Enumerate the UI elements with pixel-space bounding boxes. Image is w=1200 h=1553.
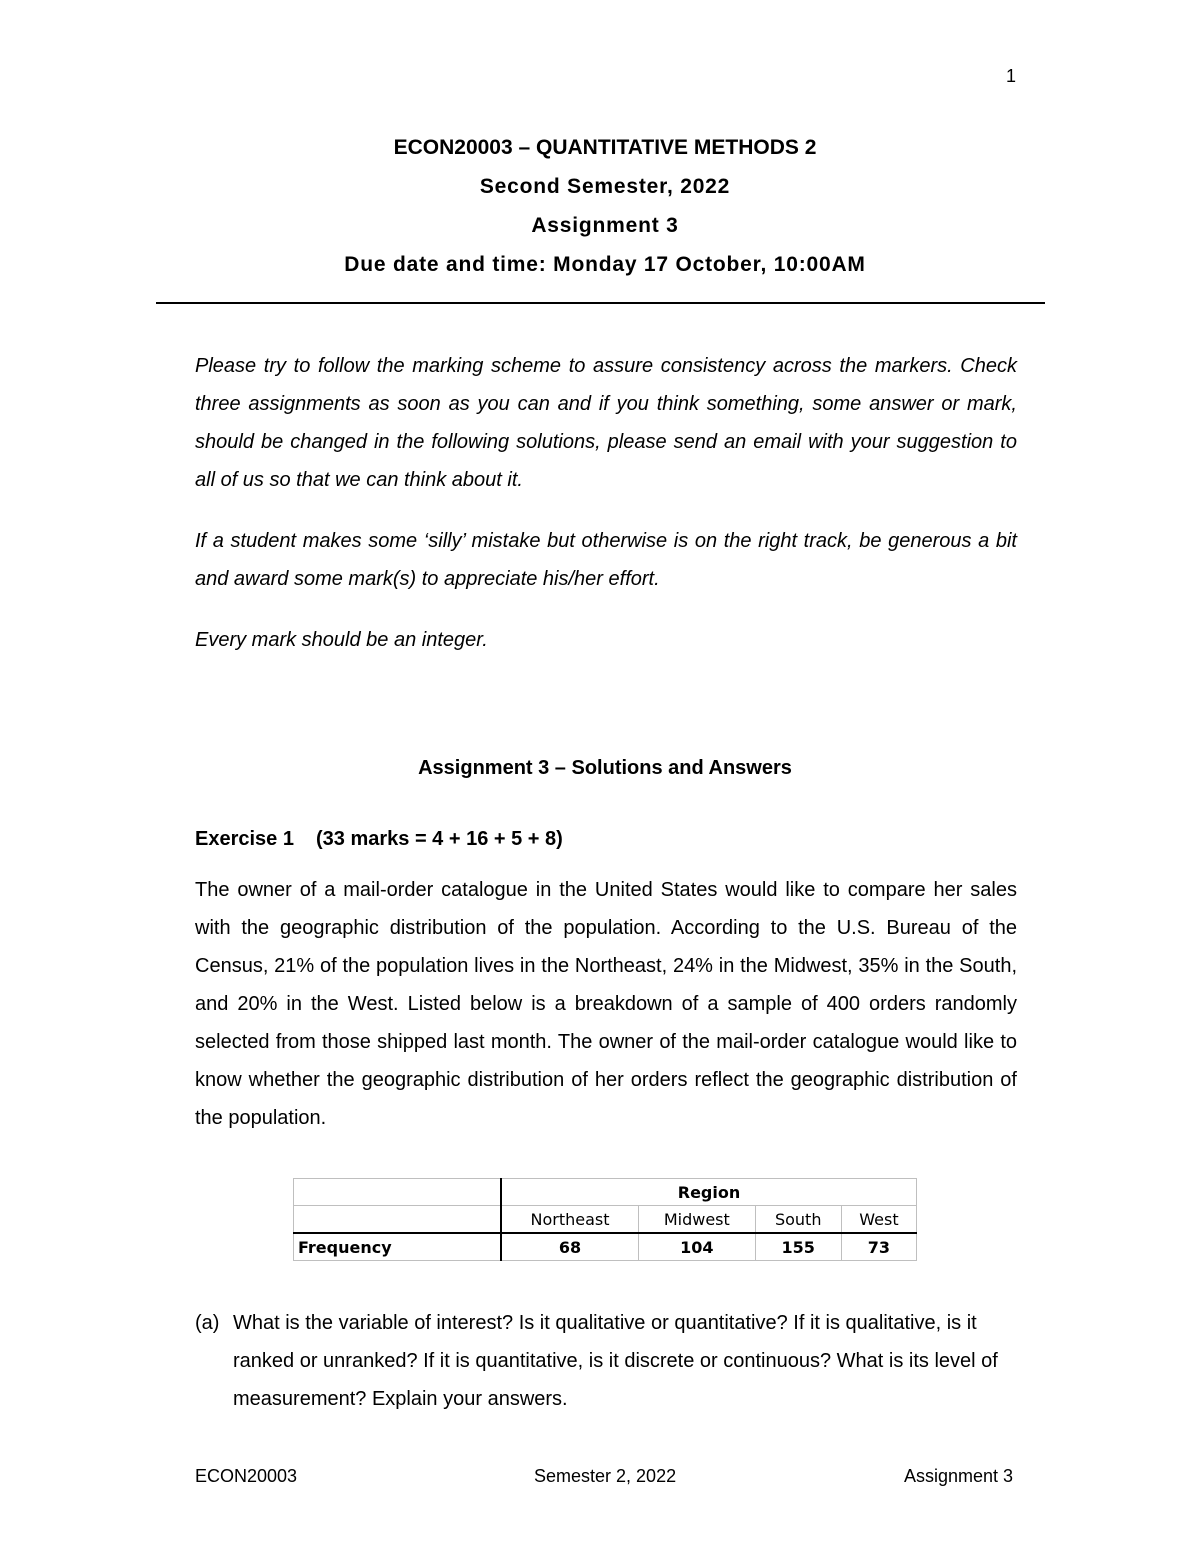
cell-northeast: 68 xyxy=(501,1233,639,1261)
row-label-frequency: Frequency xyxy=(294,1233,502,1261)
region-header: Region xyxy=(501,1179,917,1206)
assignment-line: Assignment 3 xyxy=(531,214,679,237)
exercise-marks: (33 marks = 4 + 16 + 5 + 8) xyxy=(315,828,563,850)
column-header-midwest: Midwest xyxy=(639,1206,756,1234)
footer-center: Semester 2, 2022 xyxy=(534,1466,677,1486)
exercise-text: The owner of a mail-order catalogue in the United States would like to compare her sales with the geographic distribution of the population. According to the U.S. Bureau of the Census, 21% of the population lives in the Northeast, 24% in the Midwest, 35% in the South, and 20% in the West. Listed below is a breakdown of a sample of 400 orders randomly selected from those shipped last month. The owner of the mail-order catalogue would like to know whether the geographic distribution of her orders reflect the geographic distribution of the population. xyxy=(195,879,1017,1129)
due-date-line: Due date and time: Monday 17 October, 10:00AM xyxy=(344,253,866,276)
semester-line: Second Semester, 2022 xyxy=(479,175,731,198)
cell-west: 73 xyxy=(841,1233,916,1261)
document-header xyxy=(0,134,1200,290)
question-label: (a) xyxy=(195,1312,220,1334)
footer-right: Assignment 3 xyxy=(904,1466,1014,1486)
table-row xyxy=(294,1206,917,1234)
table-row xyxy=(294,1233,917,1261)
question-text: What is the variable of interest? Is it qualitative or quantitative? If it is qualitative, is it ranked or unranked? If it is quantitative, is it discrete or continuous? What is its level of measurement? Explain your answers. xyxy=(233,1312,998,1410)
instruction-paragraph-3: Every mark should be an integer. xyxy=(195,629,488,651)
instruction-paragraph-2: If a student makes some ‘silly’ mistake but otherwise is on the right track, be generous a bit and award some mark(s) to appreciate his/her effort. xyxy=(195,530,1017,590)
section-title: Assignment 3 – Solutions and Answers xyxy=(418,757,792,779)
column-header-west: West xyxy=(841,1206,916,1234)
instruction-paragraph-1: Please try to follow the marking scheme to assure consistency across the markers. Check three assignments as soon as you can and if you think something, some answer or mark, should be changed in the following solutions, please send an email with your suggestion to all of us so that we can think about it. xyxy=(195,355,1017,491)
table-empty-cell xyxy=(294,1206,502,1234)
course-title: ECON20003 – QUANTITATIVE METHODS 2 xyxy=(393,136,817,159)
column-header-northeast: Northeast xyxy=(501,1206,639,1234)
header-divider xyxy=(156,302,1045,304)
frequency-table xyxy=(293,1178,917,1261)
question-a xyxy=(195,1304,1017,1418)
footer-left: ECON20003 xyxy=(195,1466,298,1486)
table-row xyxy=(294,1179,917,1206)
table-empty-cell xyxy=(294,1179,502,1206)
exercise-title: Exercise 1 xyxy=(195,828,294,850)
exercise-heading xyxy=(195,828,563,851)
page-number: 1 xyxy=(1006,66,1017,86)
cell-south: 155 xyxy=(755,1233,841,1261)
column-header-south: South xyxy=(755,1206,841,1234)
cell-midwest: 104 xyxy=(639,1233,756,1261)
